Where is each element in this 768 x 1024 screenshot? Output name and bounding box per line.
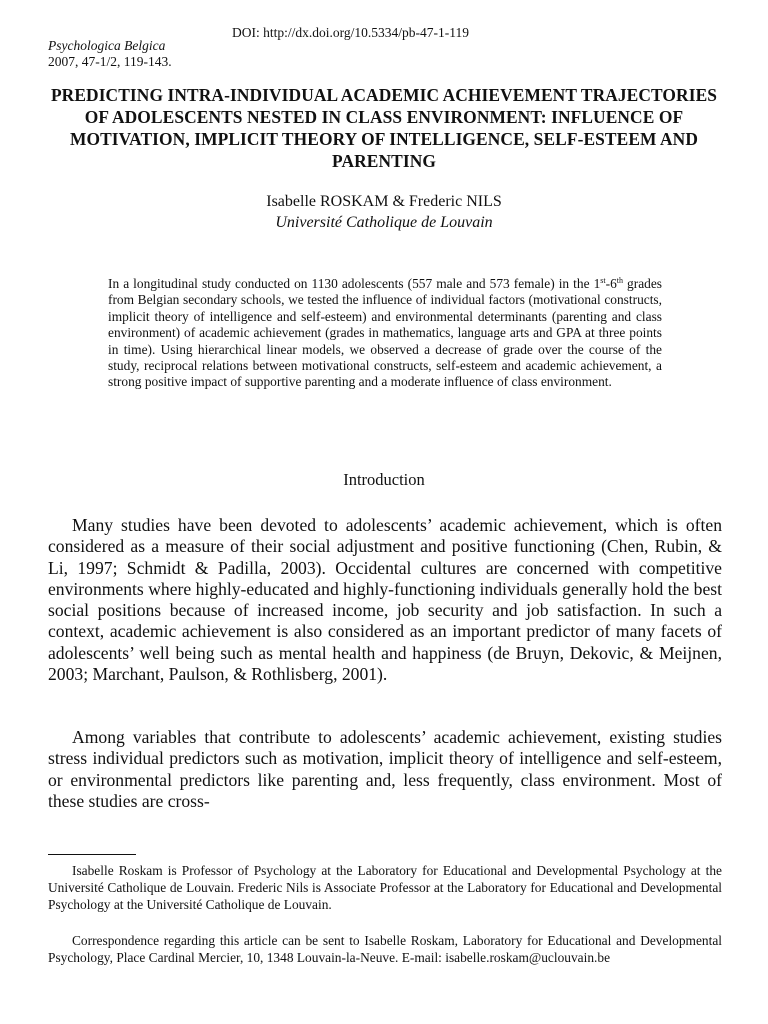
- footnote-correspondence: Correspondence regarding this article can be sent to Isabelle Roskam, Laboratory for Educational and Developmental Psychology, Place Cardinal Mercier, 10, 1348 Louvain-la-Neuve. E-mail: isabelle.roskam@uclouvain.be: [48, 933, 722, 966]
- affiliation: Université Catholique de Louvain: [275, 214, 493, 231]
- journal-name: Psychologica Belgica: [48, 38, 166, 53]
- body-paragraph-2: Among variables that contribute to adolescents’ academic achievement, existing studies stress individual predictors such as motivation, implicit theory of intelligence and self-esteem, or environmental predictors like parenting and, less frequently, class environment. Most of these studies are cross-: [48, 727, 722, 811]
- article-title: PREDICTING INTRA-INDIVIDUAL ACADEMIC ACHIEVEMENT TRAJECTORIES OF ADOLESCENTS NESTED IN CLASS ENVIRONMENT: INFLUENCE OF MOTIVATION, IMPLICIT THEORY OF INTELLIGENCE, SELF-ESTEEM AND PARENTING: [50, 85, 718, 171]
- doi-link[interactable]: DOI: http://dx.doi.org/10.5334/pb-47-1-119: [232, 25, 469, 40]
- abstract-text-3: grades from Belgian secondary schools, we tested the influence of individual factors (motivational constructs, implicit theory of intelligence and self-esteem) and environmental determinants (parenting and class environment) of academic achievement (grades in mathematics, language arts and GPA at three points in time). Using hierarchical linear models, we observed a decrease of grade over the course of the study, reciprocal relations between motivational constructs, self-esteem and academic achievement, a strong positive impact of supportive parenting and a moderate influence of class environment.: [108, 276, 662, 390]
- abstract-text-1: In a longitudinal study conducted on 1130 adolescents (557 male and 573 female) in the 1: [108, 276, 601, 291]
- body-paragraph-1: Many studies have been devoted to adolescents’ academic achievement, which is often considered as a measure of their social adjustment and positive functioning (Chen, Rubin, & Li, 1997; Schmidt & Padilla, 2003). Occidental cultures are concerned with competitive environments where highly-educated and highly-functioning individuals generally hold the best social positions because of increased income, job security and job satisfaction. In such a context, academic achievement is also considered as an important predictor of many facets of adolescents’ well being such as mental health and happiness (de Bruyn, Dekovic, & Meijnen, 2003; Marchant, Paulson, & Rothlisberg, 2001).: [48, 515, 722, 685]
- abstract: [108, 276, 662, 391]
- footnote-divider: [48, 854, 136, 855]
- abstract-superscript-st: st: [600, 276, 606, 285]
- section-heading-introduction: Introduction: [343, 470, 425, 489]
- footnote-author-info: Isabelle Roskam is Professor of Psychology at the Laboratory for Educational and Developmental Psychology at the Université Catholique de Louvain. Frederic Nils is Associate Professor at the Laboratory for Educational and Developmental Psychology at the Université Catholique de Louvain.: [48, 863, 722, 913]
- abstract-superscript-th: th: [616, 276, 623, 285]
- author-list: Isabelle ROSKAM & Frederic NILS: [266, 193, 502, 210]
- journal-citation: 2007, 47-1/2, 119-143.: [48, 54, 172, 69]
- abstract-text-2: -6: [605, 276, 617, 291]
